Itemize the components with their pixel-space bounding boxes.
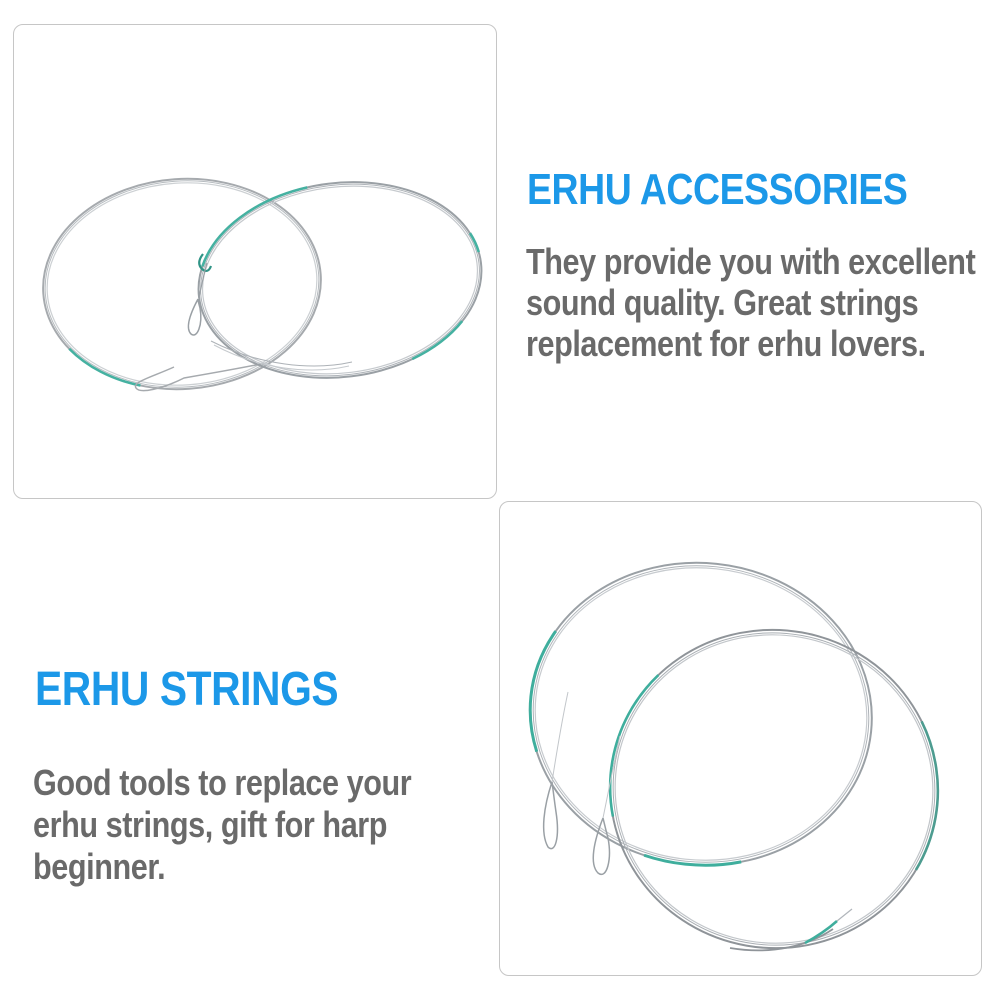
photo-panel-top-left <box>13 24 497 499</box>
erhu-strings-closeup-photo-icon <box>500 502 981 975</box>
description-line: sound quality. Great strings <box>526 282 919 323</box>
strings-heading: ERHU STRINGS <box>35 663 339 716</box>
description-line: Good tools to replace your <box>33 762 412 803</box>
description-line: beginner. <box>33 846 166 887</box>
photo-panel-bottom-right <box>499 501 982 976</box>
accessories-heading: ERHU ACCESSORIES <box>527 165 908 214</box>
description-line: They provide you with excellent <box>526 241 976 282</box>
description-line: replacement for erhu lovers. <box>526 323 926 364</box>
strings-description <box>33 762 411 888</box>
accessories-description <box>526 241 975 364</box>
erhu-strings-photo-icon <box>14 25 496 498</box>
description-line: erhu strings, gift for harp <box>33 804 388 845</box>
